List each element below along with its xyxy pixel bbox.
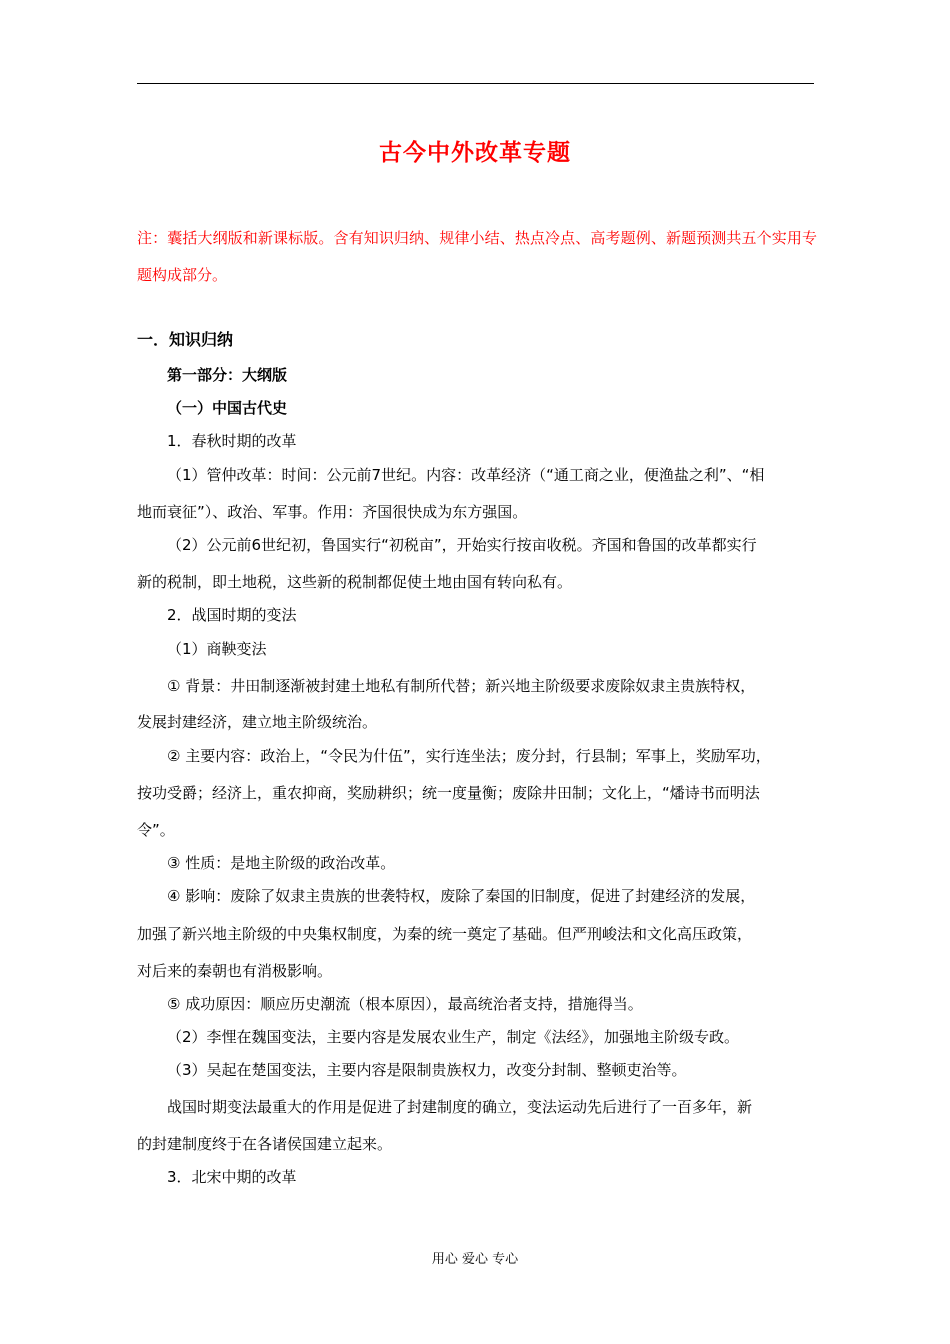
- page-footer: 用心 爱心 专心: [431, 1252, 519, 1267]
- paragraph-line: ④ 影响：废除了奴隶主贵族的世袭特权，废除了秦国的旧制度，促进了封建经济的发展，: [167, 887, 756, 905]
- paragraph-line: （2）李悝在魏国变法，主要内容是发展农业生产，制定《法经》，加强地主阶级专政。: [167, 1028, 740, 1046]
- paragraph-line: 战国时期变法最重大的作用是促进了封建制度的确立，变法运动先后进行了一百多年，新: [167, 1098, 753, 1116]
- paragraph-line: 的封建制度终于在各诸侯国建立起来。: [137, 1135, 393, 1153]
- page-title: 古今中外改革专题: [379, 140, 571, 166]
- paragraph-line: ① 背景：井田制逐渐被封建土地私有制所代替；新兴地主阶级要求废除奴隶主贵族特权，: [167, 677, 756, 695]
- paragraph-line: （3）吴起在楚国变法，主要内容是限制贵族权力，改变分封制、整顿吏治等。: [167, 1061, 687, 1079]
- editor-note: 注：囊括大纲版和新课标版。含有知识归纳、规律小结、热点冷点、高考题例、新题预测共五个实用专题构成部分。: [137, 229, 817, 284]
- paragraph-line: ⑤ 成功原因：顺应历史潮流（根本原因），最高统治者支持，措施得当。: [167, 995, 643, 1013]
- item-heading-warring-states: 2．战国时期的变法: [167, 606, 297, 624]
- part-heading-outline: 第一部分：大纲版: [167, 366, 288, 384]
- paragraph-line: 对后来的秦朝也有消极影响。: [137, 962, 333, 980]
- section-heading-knowledge: 一．知识归纳: [137, 330, 234, 349]
- paragraph-line: 加强了新兴地主阶级的中央集权制度，为秦的统一奠定了基础。但严刑峻法和文化高压政策，: [137, 925, 753, 943]
- header-rule: [137, 83, 814, 84]
- paragraph-line: 发展封建经济，建立地主阶级统治。: [137, 713, 378, 731]
- paragraph-line: （1）管仲改革：时间：公元前7世纪。内容：改革经济（“通工商之业，便渔盐之利”、“相: [167, 466, 765, 484]
- paragraph-line: （2）公元前6世纪初，鲁国实行“初税亩”，开始实行按亩收税。齐国和鲁国的改革都实行: [167, 536, 757, 554]
- paragraph-line: ② 主要内容：政治上，“令民为什伍”，实行连坐法；废分封，行县制；军事上，奖励军功，: [167, 747, 771, 765]
- subitem-heading-shang-yang: （1）商鞅变法: [167, 640, 267, 658]
- paragraph-line: 令”。: [137, 821, 175, 839]
- item-heading-spring-autumn: 1．春秋时期的改革: [167, 432, 297, 450]
- item-heading-northern-song: 3．北宋中期的改革: [167, 1168, 297, 1186]
- subsection-heading-ancient-china: （一）中国古代史: [167, 399, 288, 417]
- paragraph-line: 新的税制，即土地税，这些新的税制都促使土地由国有转向私有。: [137, 573, 573, 591]
- paragraph-line: 地而衰征”）、政治、军事。作用：齐国很快成为东方强国。: [137, 503, 528, 521]
- paragraph-line: 按功受爵；经济上，重农抑商，奖励耕织；统一度量衡；废除井田制；文化上，“燔诗书而明法: [137, 784, 760, 802]
- paragraph-line: ③ 性质：是地主阶级的政治改革。: [167, 854, 396, 872]
